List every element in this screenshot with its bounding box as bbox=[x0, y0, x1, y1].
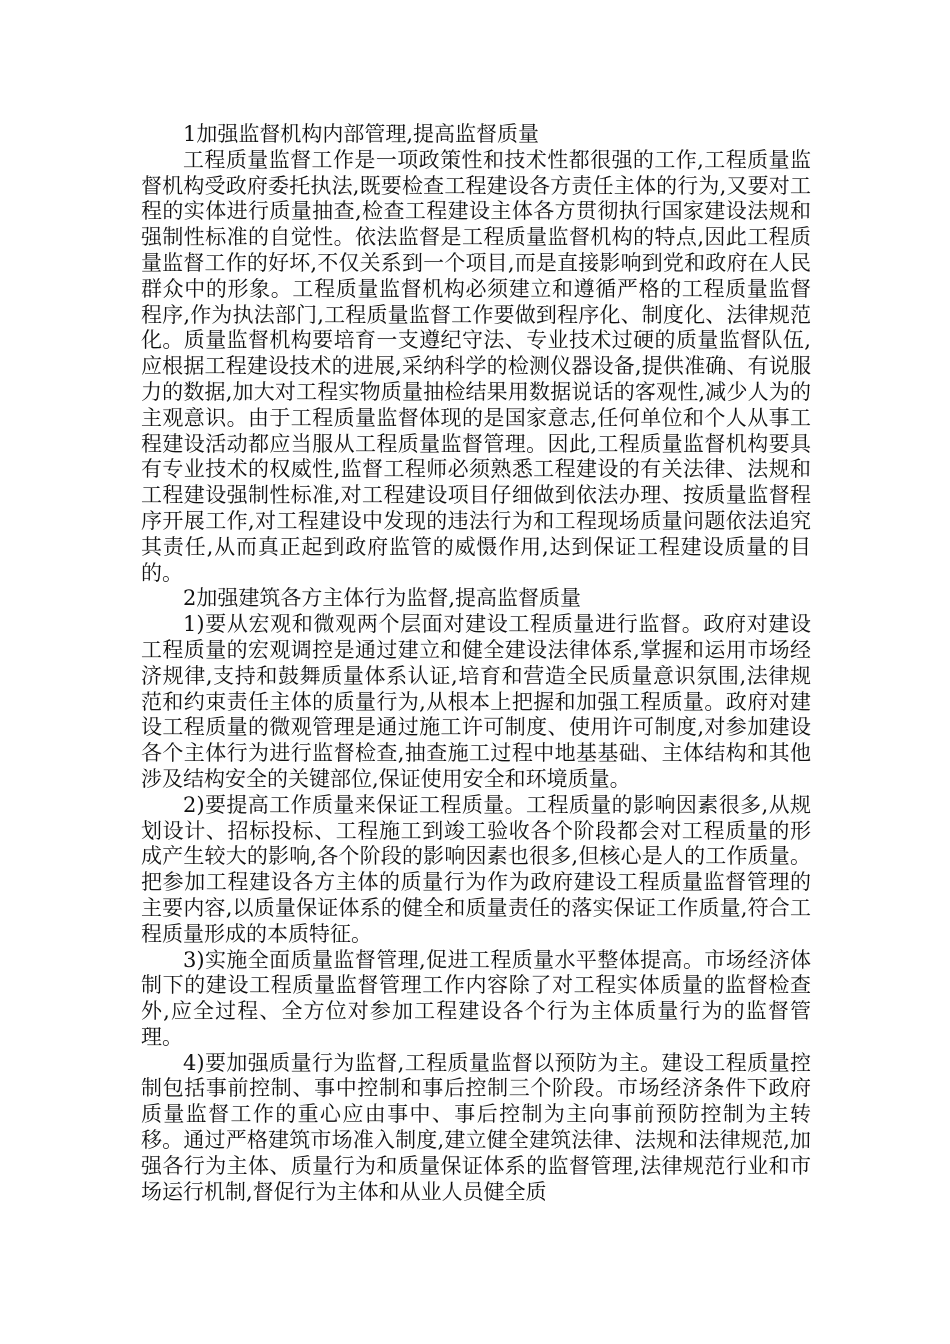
section-2-heading: 2加强建筑各方主体行为监督,提高监督质量 bbox=[183, 586, 582, 611]
section-2-paragraph-1: 1)要从宏观和微观两个层面对建设工程质量进行监督。政府对建设工程质量的宏观调控是通过建立和健全建设法律体系,掌握和运用市场经济规律,支持和鼓舞质量体系认证,培育和营造全民质量意识氛围,法律规范和约束责任主体的质量行为,从根本上把握和加强工程质量。政府对建设工程质量的微观管理是通过施工许可制度、使用许可制度,对参加建设各个主体行为进行监督检查,抽查施工过程中地基基础、主体结构和其他涉及结构安全的关键部位,保证使用安全和环境质量。 bbox=[141, 612, 811, 791]
section-1-paragraph-1: 工程质量监督工作是一项政策性和技术性都很强的工作,工程质量监督机构受政府委托执法,既要检查工程建设各方责任主体的行为,又要对工程的实体进行质量抽查,检查工程建设主体各方贯彻执行国家建设法规和强制性标准的自觉性。依法监督是工程质量监督机构的特点,因此工程质量监督工作的好坏,不仅关系到一个项目,而是直接影响到党和政府在人民群众中的形象。工程质量监督机构必须建立和遵循严格的工程质量监督程序,作为执法部门,工程质量监督工作要做到程序化、制度化、法律规范化。质量监督机构要培育一支遵纪守法、专业技术过硬的质量监督队伍,应根据工程建设技术的进展,采纳科学的检测仪器设备,提供准确、有说服力的数据,加大对工程实物质量抽检结果用数据说话的客观性,减少人为的主观意识。由于工程质量监督体现的是国家意志,任何单位和个人从事工程建设活动都应当服从工程质量监督管理。因此,工程质量监督机构要具有专业技术的权威性,监督工程师必须熟悉工程建设的有关法律、法规和工程建设强制性标准,对工程建设项目仔细做到依法办理、按质量监督程序开展工作,对工程建设中发现的违法行为和工程现场质量问题依法追究其责任,从而真正起到政府监管的威慑作用,达到保证工程建设质量的目的。 bbox=[141, 147, 811, 585]
section-2-paragraph-4: 4)要加强质量行为监督,工程质量监督以预防为主。建设工程质量控制包括事前控制、事中控制和事后控制三个阶段。市场经济条件下政府质量监督工作的重心应由事中、事后控制为主向事前预防控制为主转移。通过严格建筑市场准入制度,建立健全建筑法律、法规和法律规范,加强各行为主体、质量行为和质量保证体系的监督管理,法律规范行业和市场运行机制,督促行为主体和从业人员健全质 bbox=[141, 1050, 811, 1204]
section-2-paragraph-2: 2)要提高工作质量来保证工程质量。工程质量的影响因素很多,从规划设计、招标投标、工程施工到竣工验收各个阶段都会对工程质量的形成产生较大的影响,各个阶段的影响因素也很多,但核心是人的工作质量。把参加工程建设各方主体的质量行为作为政府建设工程质量监督管理的主要内容,以质量保证体系的健全和质量责任的落实保证工作质量,符合工程质量形成的本质特征。 bbox=[141, 792, 811, 946]
section-1-heading: 1加强监督机构内部管理,提高监督质量 bbox=[183, 122, 540, 146]
section-2-paragraph-3: 3)实施全面质量监督管理,促进工程质量水平整体提高。市场经济体制下的建设工程质量监督管理工作内容除了对工程实体质量的监督检查外,应全过程、全方位对参加工程建设各个行为主体质量行为的监督管理。 bbox=[141, 947, 811, 1049]
document-body bbox=[141, 122, 811, 1205]
